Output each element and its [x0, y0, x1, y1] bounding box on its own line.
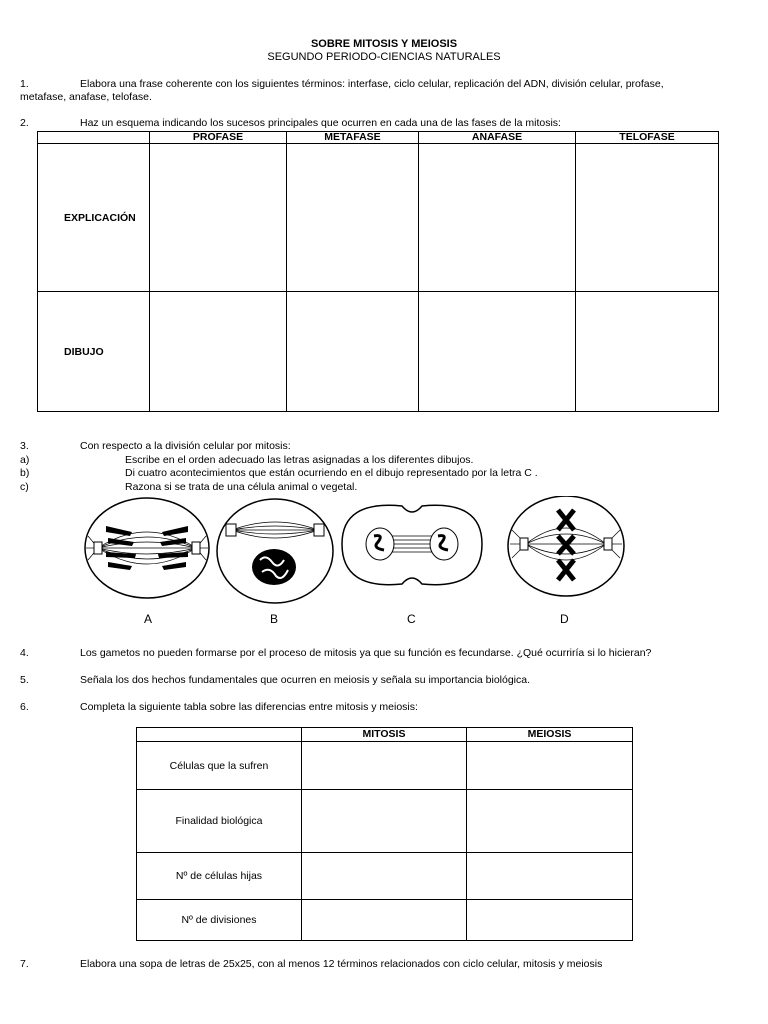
cell-label-b: B [270, 612, 279, 626]
row-finalidad: Finalidad biológica [137, 790, 302, 853]
cell-c-drawing [342, 505, 482, 584]
q2-text: Haz un esquema indicando los sucesos principales que ocurren en cada una de las fases de la mitosis: [80, 117, 561, 129]
col-mitosis: MITOSIS [302, 728, 467, 742]
phases-corner-cell [38, 132, 150, 144]
answer-cell[interactable] [302, 853, 467, 900]
q1-text-line2: metafase, anafase, telofase. [20, 91, 152, 103]
row-dibujo: DIBUJO [38, 292, 150, 412]
page-title: SOBRE MITOSIS Y MEIOSIS [310, 38, 458, 50]
col-metafase: METAFASE [287, 132, 419, 144]
q3c-label: c) [20, 481, 29, 493]
q6-number: 6. [20, 701, 29, 713]
q2-number: 2. [20, 117, 29, 129]
row-celulas: Células que la sufren [137, 742, 302, 790]
q3a-label: a) [20, 454, 30, 466]
cell-d-drawing [508, 496, 624, 596]
answer-cell[interactable] [419, 144, 576, 292]
q5-number: 5. [20, 674, 29, 686]
col-anafase: ANAFASE [419, 132, 576, 144]
cell-label-c: C [407, 612, 416, 626]
q6-text: Completa la siguiente tabla sobre las diferencias entre mitosis y meiosis: [80, 701, 418, 713]
row-celulas-hijas: Nº de células hijas [137, 853, 302, 900]
answer-cell[interactable] [302, 900, 467, 941]
answer-cell[interactable] [287, 144, 419, 292]
cell-label-d: D [560, 612, 569, 626]
row-divisiones: Nº de divisiones [137, 900, 302, 941]
cell-label-a: A [144, 612, 153, 626]
q1-number: 1. [20, 78, 29, 90]
cell-a-drawing [85, 498, 209, 598]
phases-table [37, 131, 719, 412]
q4-text: Los gametos no pueden formarse por el proceso de mitosis ya que su función es fecundarse. ¿Qué ocurriría si lo hicieran? [80, 647, 652, 659]
q7-text: Elabora una sopa de letras de 25x25, con al menos 12 términos relacionados con ciclo celular, mitosis y meiosis [80, 958, 603, 970]
q3a-text: Escribe en el orden adecuado las letras asignadas a los diferentes dibujos. [125, 454, 474, 466]
cell-b-drawing [217, 499, 333, 603]
comparison-table [136, 727, 633, 941]
q1-text-line1: Elabora una frase coherente con los siguientes términos: interfase, ciclo celular, replicación del ADN, división celular, profase, [80, 78, 664, 90]
page-subtitle: SEGUNDO PERIODO-CIENCIAS NATURALES [267, 51, 501, 63]
mitosis-drawings [80, 496, 640, 612]
q5-text: Señala los dos hechos fundamentales que ocurren en meiosis y señala su importancia biológica. [80, 674, 531, 686]
answer-cell[interactable] [150, 144, 287, 292]
answer-cell[interactable] [576, 144, 719, 292]
q3b-text: Di cuatro acontecimientos que están ocurriendo en el dibujo representado por la letra C . [125, 467, 538, 479]
col-telofase: TELOFASE [576, 132, 719, 144]
row-explicacion: EXPLICACIÓN [38, 144, 150, 292]
q4-number: 4. [20, 647, 29, 659]
answer-cell[interactable] [150, 292, 287, 412]
answer-cell[interactable] [419, 292, 576, 412]
answer-cell[interactable] [302, 790, 467, 853]
answer-cell[interactable] [467, 900, 633, 941]
q3c-text: Razona si se trata de una célula animal o vegetal. [125, 481, 358, 493]
col-meiosis: MEIOSIS [467, 728, 633, 742]
answer-cell[interactable] [287, 292, 419, 412]
answer-cell[interactable] [302, 742, 467, 790]
answer-cell[interactable] [576, 292, 719, 412]
answer-cell[interactable] [467, 790, 633, 853]
col-profase: PROFASE [150, 132, 287, 144]
q3b-label: b) [20, 467, 30, 479]
q7-number: 7. [20, 958, 29, 970]
answer-cell[interactable] [467, 742, 633, 790]
q3-number: 3. [20, 440, 29, 452]
answer-cell[interactable] [467, 853, 633, 900]
comparison-corner-cell [137, 728, 302, 742]
q3-text: Con respecto a la división celular por mitosis: [80, 440, 291, 452]
